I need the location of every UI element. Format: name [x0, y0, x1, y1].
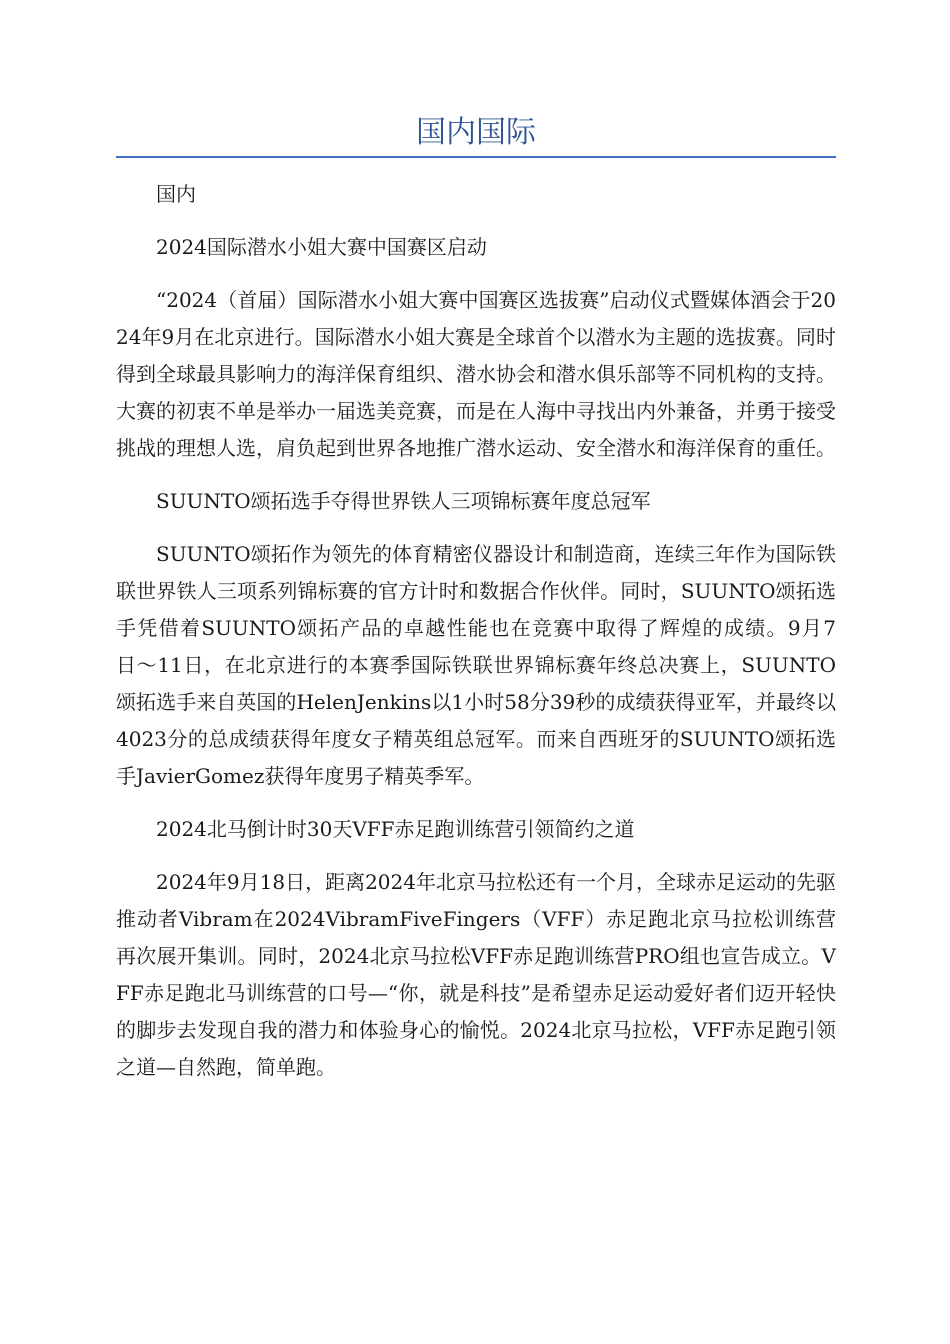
- article-headline-diving-pageant: 2024国际潜水小姐大赛中国赛区启动: [156, 235, 487, 259]
- title-underline: [116, 156, 836, 158]
- article-headline-suunto-triathlon: SUUNTO颂拓选手夺得世界铁人三项锦标赛年度总冠军: [156, 489, 651, 513]
- article-headline-vff-marathon: 2024北马倒计时30天VFF赤足跑训练营引领简约之道: [156, 817, 635, 841]
- document-page: [116, 112, 836, 1102]
- article-body-suunto-triathlon: SUUNTO颂拓作为领先的体育精密仪器设计和制造商，连续三年作为国际铁联世界铁人三项系列锦标赛的官方计时和数据合作伙伴。同时，SUUNTO颂拓选手凭借着SUUNTO颂拓产品的卓越性能也在竞赛中取得了辉煌的成绩。9月7日〜11日，在北京进行的本赛季国际铁联世界锦标赛年终总决赛上，SUUNTO颂拓选手来自英国的HelenJenkins以1小时58分39秒的成绩获得亚军，并最终以4023分的总成绩获得年度女子精英组总冠军。而来自西班牙的SUUNTO颂拓选手JavierGomez获得年度男子精英季军。: [116, 542, 836, 788]
- article-body-vff-marathon: 2024年9月18日，距离2024年北京马拉松还有一个月，全球赤足运动的先驱推动者Vibram在2024VibramFiveFingers（VFF）赤足跑北京马拉松训练营再次展开集训。同时，2024北京马拉松VFF赤足跑训练营PRO组也宣告成立。VFF赤足跑北马训练营的口号—“你，就是科技”是希望赤足运动爱好者们迈开轻快的脚步去发现自我的潜力和体验身心的愉悦。2024北京马拉松，VFF赤足跑引领之道—自然跑，简单跑。: [116, 870, 836, 1079]
- article-body-diving-pageant: “2024（首届）国际潜水小姐大赛中国赛区选拔赛”启动仪式暨媒体酒会于2024年9月在北京进行。国际潜水小姐大赛是全球首个以潜水为主题的选拔赛。同时得到全球最具影响力的海洋保育组织、潜水协会和潜水俱乐部等不同机构的支持。大赛的初衷不单是举办一届选美竞赛，而是在人海中寻找出内外兼备，并勇于接受挑战的理想人选，肩负起到世界各地推广潜水运动、安全潜水和海洋保育的重任。: [116, 288, 836, 460]
- document-title: 国内国际: [416, 115, 536, 150]
- section-label-domestic: 国内: [156, 182, 196, 206]
